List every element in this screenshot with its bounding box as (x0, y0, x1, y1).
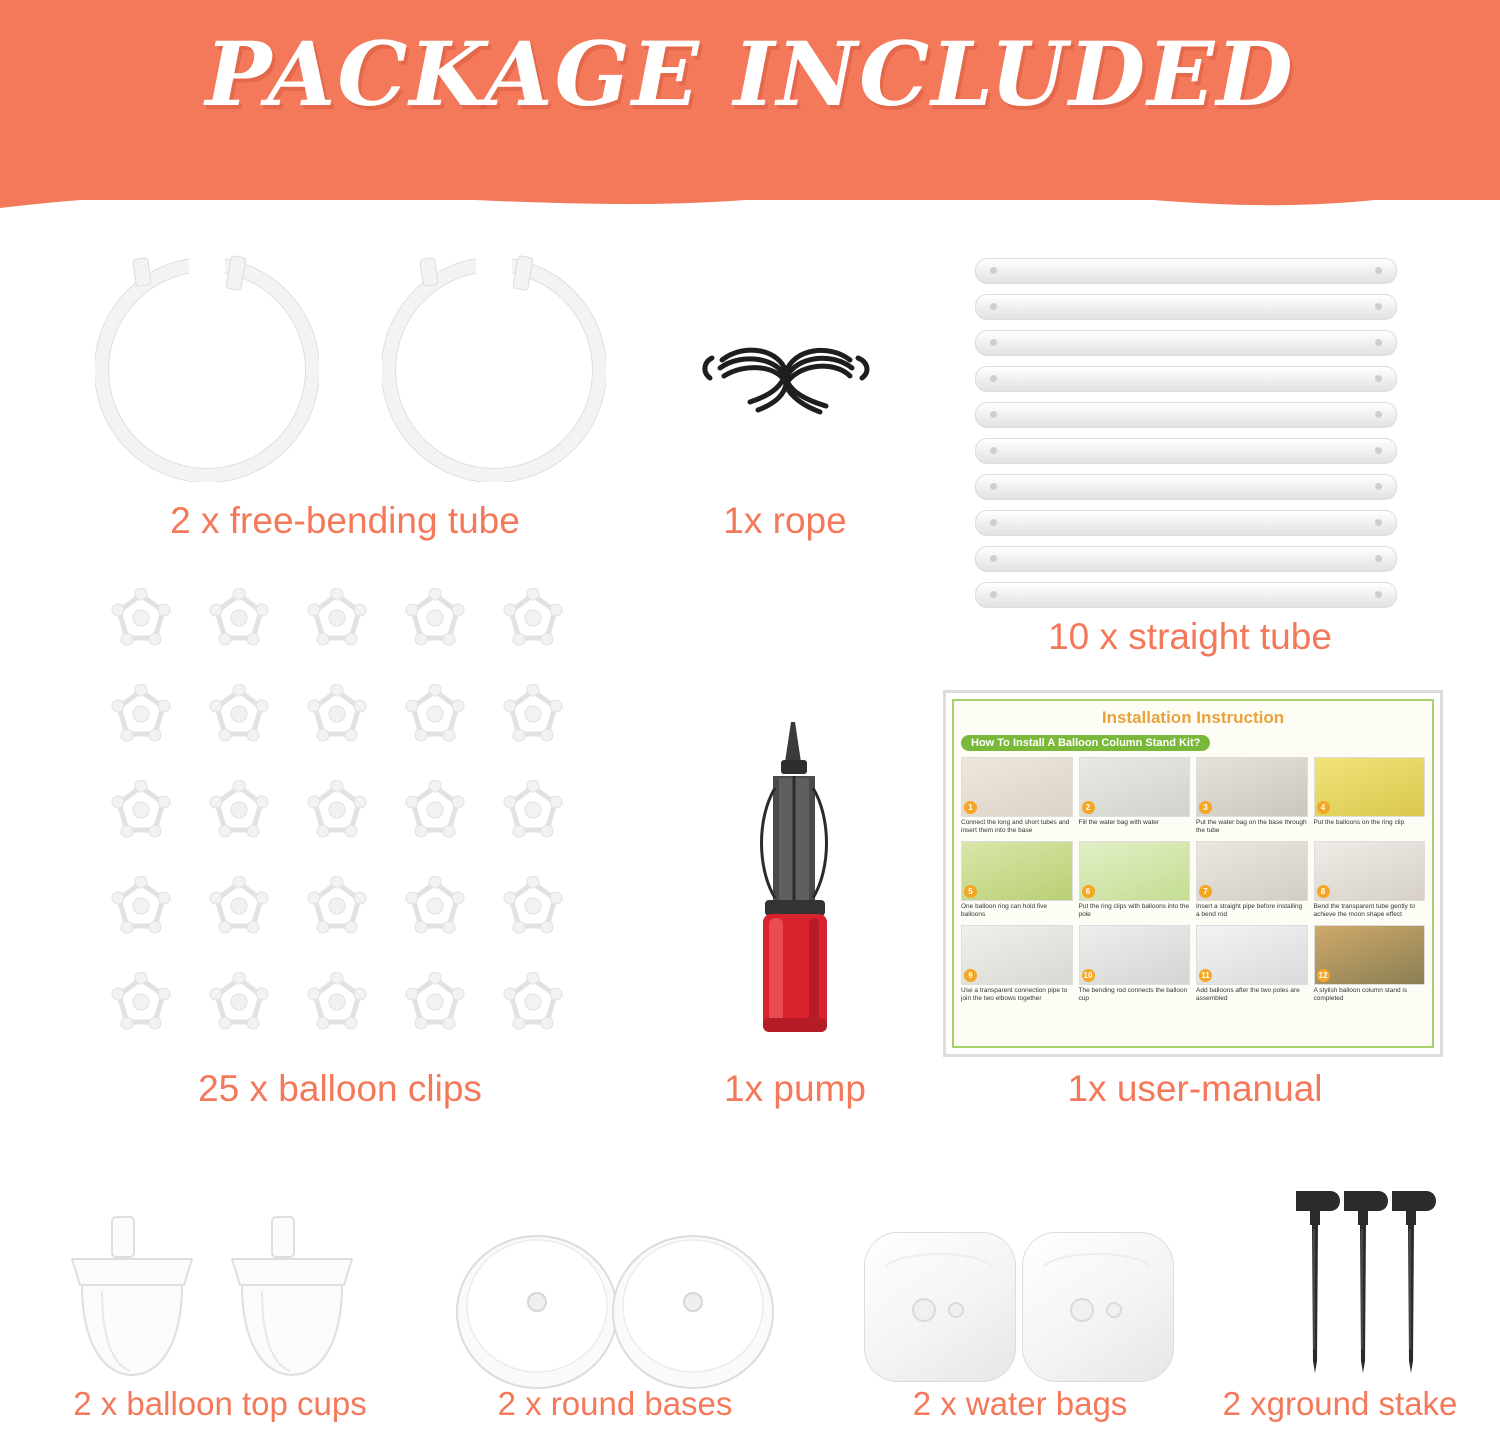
straight-tube-6 (975, 438, 1397, 464)
manual-step-number: 1 (964, 801, 977, 814)
manual-step (1079, 841, 1191, 919)
manual-step (961, 925, 1073, 1003)
manual-step-number: 8 (1317, 885, 1330, 898)
balloon-clip (502, 780, 564, 842)
manual-step-caption: Bend the transparent tube gently to achieve the moon shape effect (1313, 903, 1416, 918)
manual-step-caption: Use a transparent connection pipe to join the two elbows together (961, 987, 1068, 1002)
ground-stake-icon (1290, 1185, 1450, 1385)
manual-step-number: 12 (1317, 969, 1330, 982)
manual-step-number: 7 (1199, 885, 1212, 898)
straight-tube-8 (975, 510, 1397, 536)
pump-icon (735, 718, 855, 1038)
balloon-clip (404, 876, 466, 938)
balloon-top-cup-icon (60, 1215, 380, 1385)
caption-round-bases: 2 x round bases (497, 1385, 733, 1422)
manual-step-number: 11 (1199, 969, 1212, 982)
balloon-clip (208, 684, 270, 746)
straight-tube-hole (990, 411, 997, 418)
manual-step (1314, 925, 1426, 1003)
straight-tube-hole (990, 483, 997, 490)
manual-step-image (961, 757, 1073, 817)
straight-tube-3 (975, 330, 1397, 356)
caption-water-bags: 2 x water bags (912, 1385, 1128, 1422)
manual-step-image (961, 841, 1073, 901)
balloon-clip (502, 876, 564, 938)
manual-step-image (1196, 757, 1308, 817)
balloon-clip (306, 684, 368, 746)
balloon-clip (502, 588, 564, 650)
straight-tube-hole (1375, 519, 1382, 526)
straight-tube-hole (1375, 375, 1382, 382)
balloon-clip (306, 876, 368, 938)
caption-ground-stake: 2 xground stake (1222, 1385, 1458, 1422)
straight-tube-hole (1375, 591, 1382, 598)
balloon-clip (404, 684, 466, 746)
manual-step-caption: Put the balloons on the ring clip (1313, 819, 1405, 826)
balloon-clip (208, 876, 270, 938)
straight-tube-hole (990, 555, 997, 562)
straight-tube-hole (990, 519, 997, 526)
manual-step-caption: Insert a straight pipe before installing a bend rod (1196, 903, 1303, 918)
caption-straight-tube: 10 x straight tube (1048, 616, 1332, 657)
balloon-clip (208, 972, 270, 1034)
balloon-clip (110, 780, 172, 842)
manual-step-caption: Fill the water bag with water (1078, 819, 1160, 826)
straight-tube-7 (975, 474, 1397, 500)
manual-step (1196, 925, 1308, 1003)
straight-tube-hole (990, 591, 997, 598)
straight-tube-hole (1375, 303, 1382, 310)
straight-tube-hole (990, 339, 997, 346)
manual-step-caption: Put the water bag on the base through the tube (1196, 819, 1307, 834)
balloon-clip (208, 780, 270, 842)
balloon-clip (110, 684, 172, 746)
round-base-icon (455, 1230, 775, 1390)
manual-step-number: 10 (1082, 969, 1095, 982)
page-title: PACKAGE INCLUDED (205, 22, 1295, 126)
manual-step-image (1079, 757, 1191, 817)
straight-tube-hole (1375, 339, 1382, 346)
pump-illustration (735, 718, 855, 1038)
user-manual-inner (952, 699, 1434, 1048)
header-wave-shape (0, 150, 1500, 228)
water-bag-detail (864, 1232, 1174, 1382)
straight-tube-9 (975, 546, 1397, 572)
manual-step-caption: Add balloons after the two poles are assembled (1196, 987, 1300, 1002)
manual-step-image (961, 925, 1073, 985)
free-bending-tube-2-cap-left (419, 257, 439, 287)
manual-step-caption: A stylish balloon column stand is completed (1313, 987, 1408, 1002)
balloon-clip (404, 972, 466, 1034)
straight-tube-hole (990, 447, 997, 454)
balloon-clip (208, 588, 270, 650)
manual-subtitle: How To Install A Balloon Column Stand Kit? (961, 735, 1210, 751)
rope-icon (690, 330, 880, 430)
round-bases-illustration (455, 1230, 775, 1390)
balloon-top-cups-illustration (60, 1215, 380, 1385)
caption-free-bending-tube: 2 x free-bending tube (170, 500, 520, 541)
straight-tube-10 (975, 582, 1397, 608)
free-bending-tube-1 (95, 258, 319, 482)
manual-step-number: 9 (964, 969, 977, 982)
manual-step-image (1314, 925, 1426, 985)
header-banner (0, 0, 1500, 228)
balloon-clip (306, 780, 368, 842)
free-bending-tube-1-cap-left (132, 257, 152, 287)
straight-tube-hole (1375, 447, 1382, 454)
straight-tube-2 (975, 294, 1397, 320)
manual-title: Installation Instruction (1101, 708, 1285, 727)
straight-tube-hole (1375, 555, 1382, 562)
straight-tube-hole (990, 375, 997, 382)
manual-step-image (1196, 925, 1308, 985)
balloon-clip (110, 588, 172, 650)
manual-step (1196, 841, 1308, 919)
manual-step-image (1196, 841, 1308, 901)
manual-step-caption: Put the ring clips with balloons into the pole (1078, 903, 1190, 918)
caption-user-manual: 1x user-manual (1067, 1068, 1323, 1109)
balloon-clip (110, 972, 172, 1034)
ground-stake-illustration (1290, 1185, 1450, 1385)
balloon-clip (306, 588, 368, 650)
manual-step-image (1079, 841, 1191, 901)
manual-step-caption: Connect the long and short tubes and insert them into the base (961, 819, 1070, 834)
balloon-clip (306, 972, 368, 1034)
straight-tube-hole (990, 303, 997, 310)
caption-balloon-clips: 25 x balloon clips (198, 1068, 482, 1109)
straight-tube-hole (990, 267, 997, 274)
straight-tube-5 (975, 402, 1397, 428)
straight-tube-hole (1375, 267, 1382, 274)
balloon-clip (404, 588, 466, 650)
caption-rope: 1x rope (723, 500, 847, 541)
manual-step-caption: One balloon ring can hold five balloons (961, 903, 1048, 918)
straight-tube-hole (1375, 483, 1382, 490)
balloon-clip (502, 972, 564, 1034)
manual-step-number: 2 (1082, 801, 1095, 814)
straight-tube-hole (1375, 411, 1382, 418)
manual-step-image (1314, 757, 1426, 817)
manual-step-image (1079, 925, 1191, 985)
rope-illustration (690, 330, 880, 430)
manual-step-caption: The bending rod connects the balloon cup (1078, 987, 1188, 1002)
manual-step (961, 757, 1073, 835)
caption-pump: 1x pump (724, 1068, 866, 1109)
manual-step-grid (961, 757, 1425, 1003)
manual-step-number: 6 (1082, 885, 1095, 898)
manual-step (1196, 757, 1308, 835)
free-bending-tube-2 (382, 258, 606, 482)
manual-step-image (1314, 841, 1426, 901)
manual-step (1314, 841, 1426, 919)
caption-balloon-top-cups: 2 x balloon top cups (73, 1385, 367, 1422)
manual-step (1079, 925, 1191, 1003)
manual-step-number: 5 (964, 885, 977, 898)
balloon-clip (404, 780, 466, 842)
manual-step (961, 841, 1073, 919)
manual-step-number: 4 (1317, 801, 1330, 814)
manual-step (1079, 757, 1191, 835)
manual-step (1314, 757, 1426, 835)
user-manual-card (943, 690, 1443, 1057)
manual-step-number: 3 (1199, 801, 1212, 814)
straight-tube-1 (975, 258, 1397, 284)
straight-tube-4 (975, 366, 1397, 392)
balloon-clip (110, 876, 172, 938)
balloon-clip (502, 684, 564, 746)
